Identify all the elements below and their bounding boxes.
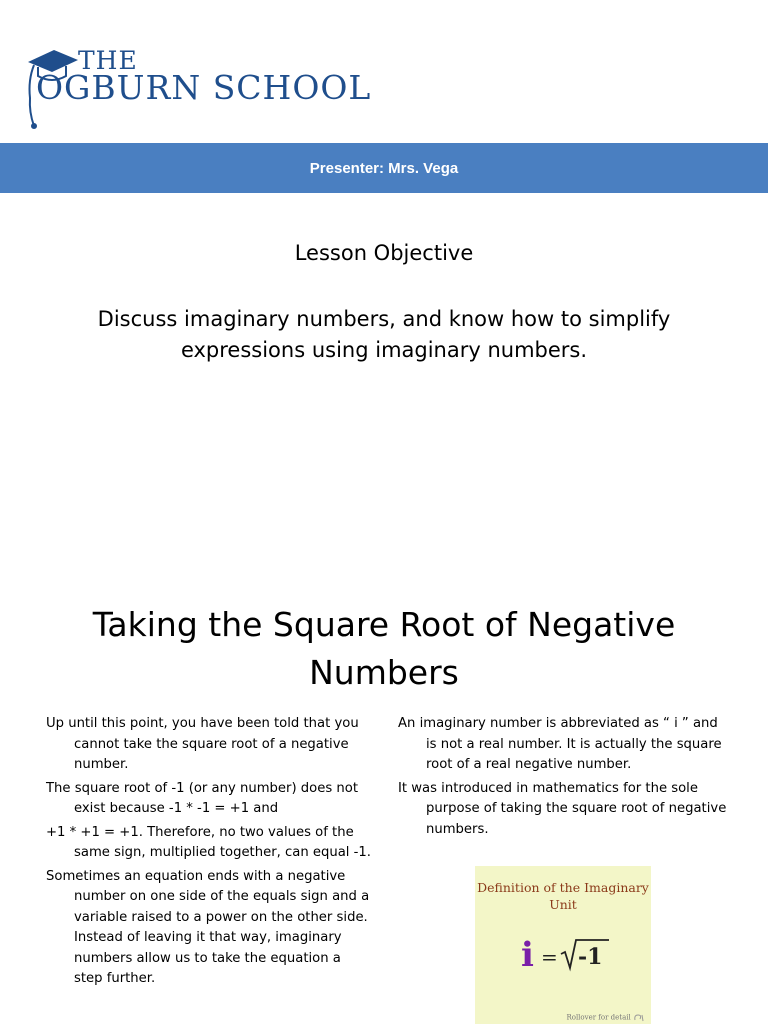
equals-sign: =	[541, 945, 558, 969]
lesson-objective-text: Discuss imaginary numbers, and know how to simplify expressions using imaginary numbers.	[97, 307, 671, 362]
presenter-banner	[0, 143, 768, 193]
right-paragraph: It was introduced in mathematics for the sole purpose of taking the square root of negative numbers.	[398, 780, 727, 837]
slide-title: Taking the Square Root of Negative Numbers	[92, 605, 676, 692]
info-swirl-icon	[633, 1013, 645, 1022]
definition-title: Definition of the Imaginary Unit	[477, 880, 649, 912]
left-text-column	[46, 714, 371, 993]
logo-top-text: THE	[78, 46, 138, 75]
left-paragraph: Sometimes an equation ends with a negative number on one side of the equals sign and a variable raised to a power on the other side. Instead of leaving it that way, imaginary numbers allow us to take the equation a step further.	[46, 868, 370, 986]
imaginary-unit-definition-box[interactable]	[475, 866, 651, 1024]
imaginary-unit-equation	[475, 928, 651, 978]
radicand: -1	[578, 944, 603, 970]
rollover-hint-text: Rollover for detail	[566, 1013, 631, 1022]
right-paragraph: An imaginary number is abbreviated as “ i ” and is not a real number. It is actually the square root of a real negative number.	[398, 716, 722, 772]
presenter-label: Presenter: Mrs. Vega	[309, 159, 459, 177]
logo-main-text: OGBURN SCHOOL	[36, 68, 372, 107]
left-paragraph: +1 * +1 = +1. Therefore, no two values of the same sign, multiplied together, can equal -1.	[46, 824, 372, 860]
school-logo	[20, 40, 372, 132]
left-paragraph: Up until this point, you have been told that you cannot take the square root of a negative number.	[46, 716, 359, 772]
lesson-objective-heading: Lesson Objective	[294, 241, 474, 265]
right-text-column	[398, 714, 728, 843]
left-paragraph: The square root of -1 (or any number) does not exist because -1 * -1 = +1 and	[46, 780, 358, 816]
rollover-hint	[566, 1013, 645, 1022]
imaginary-i-symbol: i	[521, 935, 534, 975]
